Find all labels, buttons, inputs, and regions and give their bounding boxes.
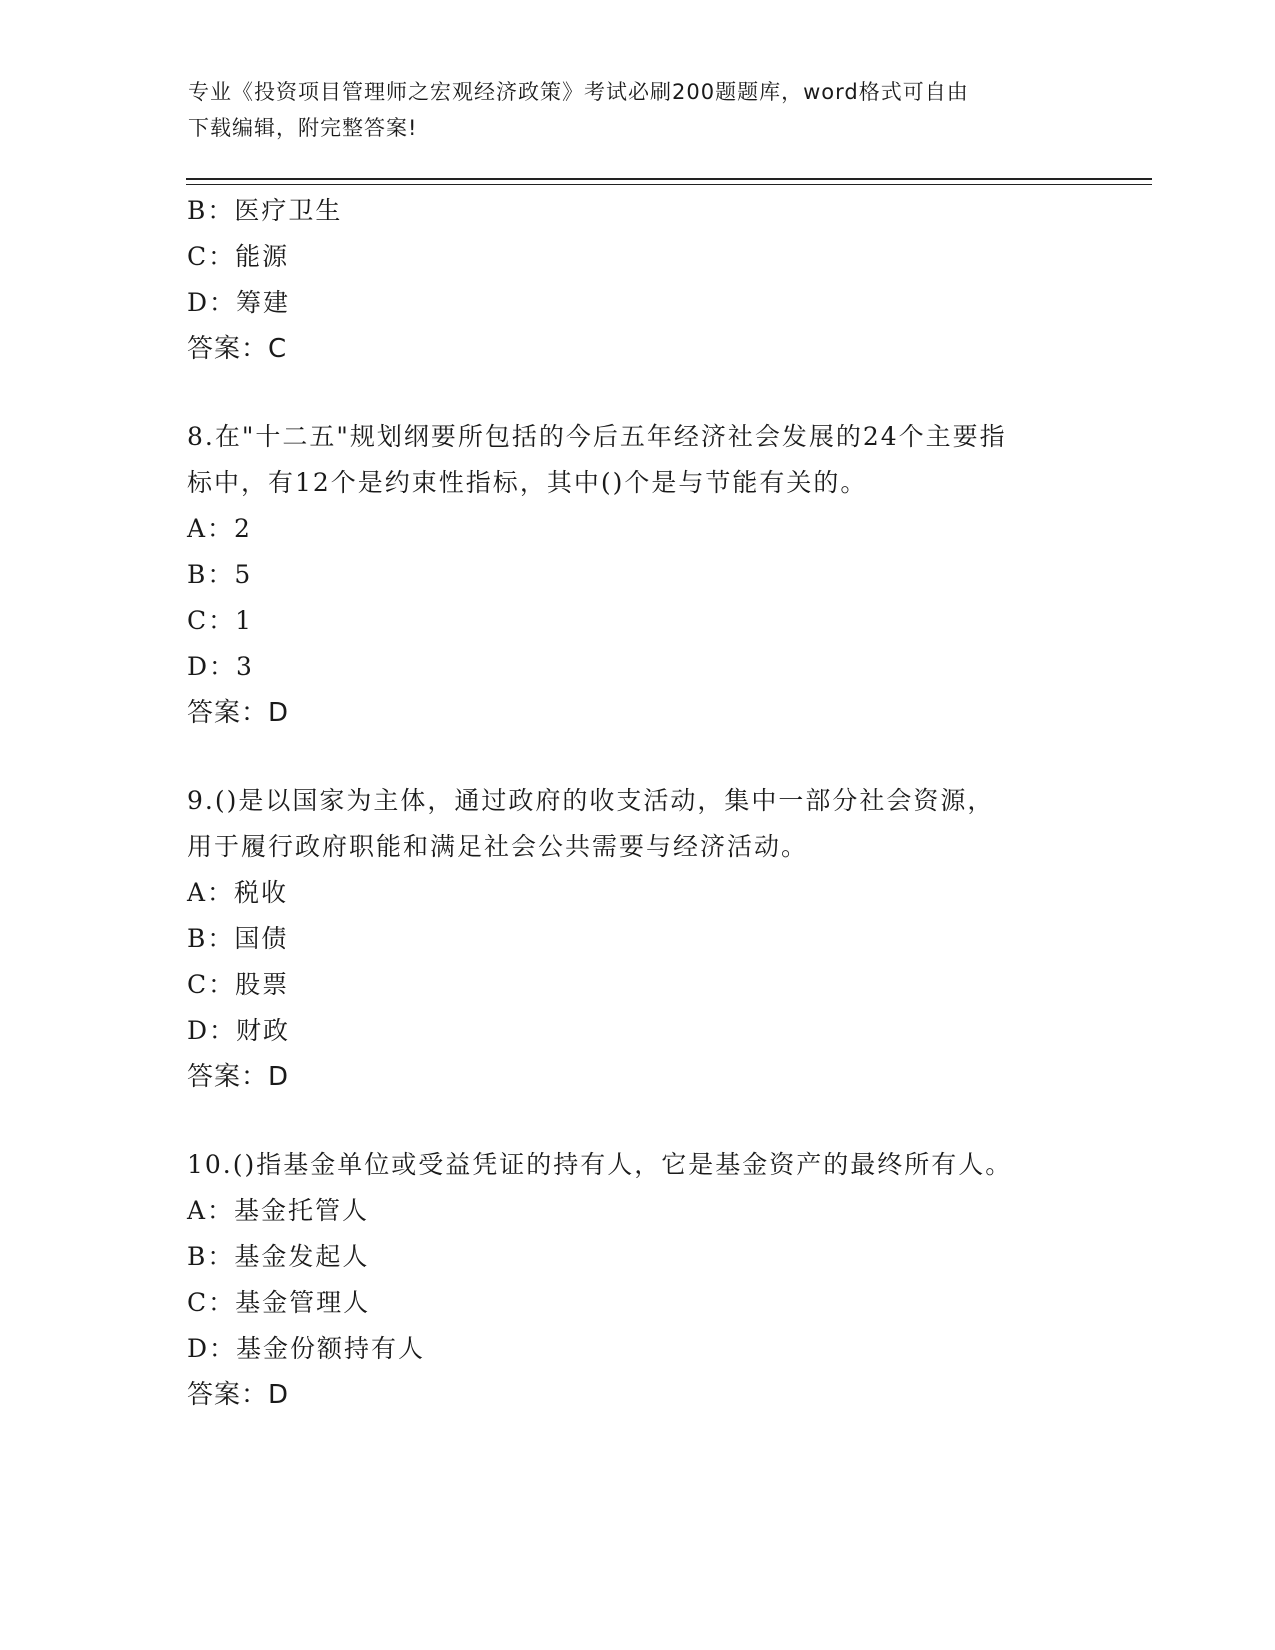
option-c: C：基金管理人	[187, 1288, 371, 1317]
spacer	[187, 736, 1107, 778]
option-c: C：1	[187, 606, 254, 635]
option-d: D：筹建	[187, 288, 291, 317]
option-c: C：能源	[187, 242, 290, 271]
answer: 答案：C	[187, 334, 288, 364]
option-a: A：税收	[187, 878, 289, 907]
question-text-line-1: 9.()是以国家为主体，通过政府的收支活动，集中一部分社会资源，	[187, 786, 995, 815]
option-b: B：5	[187, 560, 253, 589]
header-rule-thin	[186, 184, 1152, 185]
option-a: A：基金托管人	[187, 1196, 370, 1225]
spacer	[187, 372, 1107, 414]
question-text-line-2: 用于履行政府职能和满足社会公共需要与经济活动。	[187, 832, 809, 861]
question-text-line-2: 标中，有12个是约束性指标，其中()个是与节能有关的。	[187, 468, 868, 497]
question-10	[187, 1142, 1107, 1418]
question-9	[187, 778, 1107, 1100]
header-line-2: 下载编辑，附完整答案!	[188, 116, 418, 140]
option-a: A：2	[187, 514, 252, 543]
question-text-line-1: 10.()指基金单位或受益凭证的持有人，它是基金资产的最终所有人。	[187, 1150, 1013, 1179]
option-c: C：股票	[187, 970, 290, 999]
option-b: B：医疗卫生	[187, 196, 343, 225]
question-list	[187, 188, 1107, 1418]
answer: 答案：D	[187, 698, 290, 728]
option-d: D：基金份额持有人	[187, 1334, 426, 1363]
question-text-line-1: 8.在"十二五"规划纲要所包括的今后五年经济社会发展的24个主要指	[187, 422, 1007, 451]
option-d: D：3	[187, 652, 254, 681]
option-b: B：基金发起人	[187, 1242, 370, 1271]
header-rule-thick	[186, 178, 1152, 180]
spacer	[187, 1100, 1107, 1142]
header-line-1: 专业《投资项目管理师之宏观经济政策》考试必刷200题题库，word格式可自由	[188, 80, 969, 104]
answer: 答案：D	[187, 1062, 290, 1092]
option-d: D：财政	[187, 1016, 291, 1045]
document-header	[188, 74, 1068, 146]
question-8	[187, 414, 1107, 736]
question-7-continued	[187, 188, 1107, 372]
answer: 答案：D	[187, 1380, 290, 1410]
option-b: B：国债	[187, 924, 289, 953]
